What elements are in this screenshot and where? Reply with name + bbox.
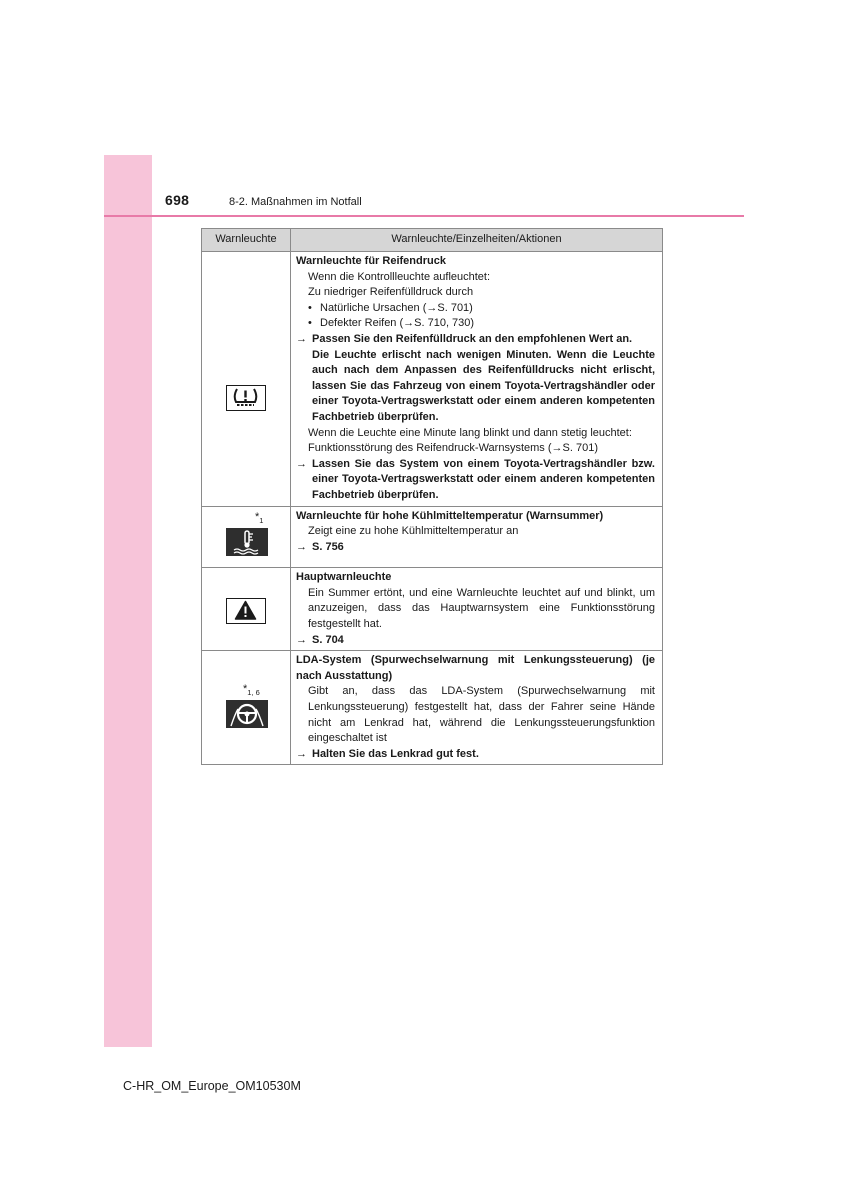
- action-item: → Passen Sie den Reifenfülldruck an den empfohlenen Wert an. Die Leuchte erlischt nach wenigen Minuten. Wenn die Leuchte auch nach dem Anpassen des Reifenfülldrucks nicht erlischt, lassen Sie das Fahrzeug von einem Toyota-Vertragshändler oder einer Toyota-Vertragswerkstatt oder einem anderen kompetenten Fachbetrieb überprüfen.: [296, 332, 655, 426]
- action-item: → Lassen Sie das System von einem Toyota-Vertragshändler bzw. einer Toyota-Vertragswerkstatt oder einem anderen kompetenten Fachbetrieb überprüfen.: [296, 457, 655, 504]
- section-title: 8-2. Maßnahmen im Notfall: [229, 196, 362, 208]
- row-title: LDA-System (Spurwechselwarnung mit Lenkungssteuerung) (je nach Ausstattung): [296, 654, 655, 682]
- arrow-icon: →: [296, 332, 307, 345]
- detail-text: Ein Summer ertönt, und eine Warnleuchte leuchtet auf und blinkt, um anzuzeigen, dass das Hauptwarnsystem eine Funktionsstörung festgestellt hat.: [308, 586, 655, 631]
- action-item: → S. 704: [296, 633, 655, 649]
- details-cell: [291, 252, 663, 507]
- arrow-icon: →: [296, 633, 307, 646]
- action-item: → Halten Sie das Lenkrad gut fest.: [296, 747, 655, 763]
- arrow-icon: →: [296, 540, 307, 553]
- coolant-temperature-warning-icon: [226, 528, 268, 556]
- row-title: Warnleuchte für Reifendruck: [296, 255, 446, 267]
- column-header-details: Warnleuchte/Einzelheiten/Aktionen: [291, 229, 663, 252]
- table-row: [202, 506, 663, 568]
- details-cell: [291, 651, 663, 765]
- bullet-item: • Defekter Reifen (→S. 710, 730): [308, 317, 475, 330]
- arrow-icon: →: [296, 457, 307, 470]
- row-title: Warnleuchte für hohe Kühlmitteltemperatur (Warnsummer): [296, 509, 604, 522]
- icon-cell: [202, 506, 291, 568]
- detail-text: Gibt an, dass das LDA-System (Spurwechselwarnung mit Lenkungssteuerung) festgestellt hat, dass der Fahrer seine Hände nicht am Lenkrad hat, während die Lenkungssteuerungsfunktion eingeschaltet ist: [308, 685, 655, 745]
- tire-pressure-warning-icon: [226, 385, 266, 411]
- master-warning-icon: [226, 598, 266, 624]
- lda-steering-wheel-icon: [226, 700, 268, 728]
- warning-light-table: [201, 228, 663, 765]
- header-rule: [104, 215, 744, 217]
- row-title: Hauptwarnleuchte: [296, 571, 392, 584]
- page-number: 698: [165, 192, 190, 208]
- footnote-marker: $*_1$: [255, 510, 264, 525]
- detail-text: Wenn die Kontrollleuchte aufleuchtet:: [308, 270, 491, 283]
- table-row: [202, 252, 663, 507]
- footnote-marker: $*_{1, 6}$: [243, 683, 260, 698]
- document-id-footer: C-HR_OM_Europe_OM10530M: [123, 1079, 301, 1093]
- icon-cell: [202, 252, 291, 507]
- icon-cell: [202, 651, 291, 765]
- table-row: [202, 568, 663, 651]
- detail-text: Wenn die Leuchte eine Minute lang blinkt und dann stetig leuchtet:: [308, 426, 632, 439]
- arrow-icon: →: [296, 747, 307, 760]
- column-header-warning-light: Warnleuchte: [202, 229, 291, 252]
- table-header-row: [202, 229, 663, 252]
- detail-text: Funktionsstörung des Reifendruck-Warnsystems (→S. 701): [308, 442, 598, 455]
- icon-cell: [202, 568, 291, 651]
- bullet-item: • Natürliche Ursachen (→S. 701): [308, 301, 473, 314]
- detail-text: Zu niedriger Reifenfülldruck durch: [308, 286, 474, 299]
- chapter-sidebar-tab: [104, 155, 152, 1047]
- action-item: → S. 756: [296, 540, 655, 556]
- details-cell: [291, 568, 663, 651]
- detail-text: Zeigt eine zu hohe Kühlmitteltemperatur an: [308, 525, 519, 538]
- details-cell: [291, 506, 663, 568]
- table-row: [202, 651, 663, 765]
